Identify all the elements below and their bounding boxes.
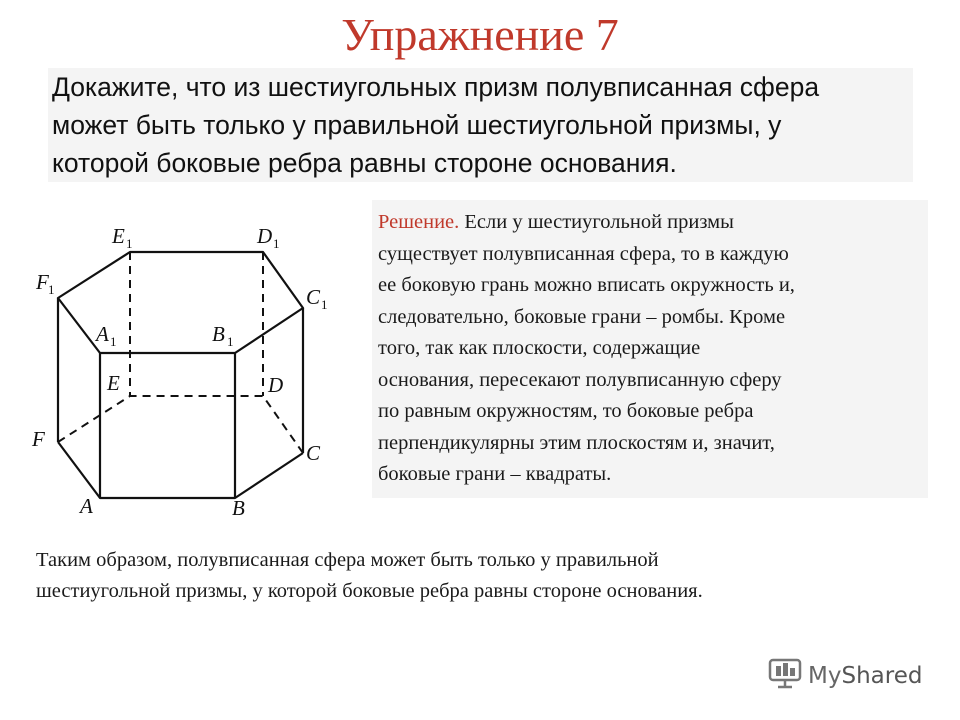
svg-text:1: 1 xyxy=(321,297,328,312)
bottom-visible-edges xyxy=(58,442,303,498)
solution-line-text: Если у шестиугольной призмы xyxy=(459,211,734,233)
solution-line: ее боковую грань можно вписать окружность и, xyxy=(378,274,795,296)
bottom-hidden-edges xyxy=(58,396,303,453)
conclusion-text xyxy=(36,545,936,607)
vertex-label-F: F xyxy=(32,427,45,451)
svg-text:A: A xyxy=(96,322,109,346)
vertex-label-A1 xyxy=(94,322,117,349)
solution-line xyxy=(378,207,928,239)
svg-text:1: 1 xyxy=(110,334,117,349)
problem-line: которой боковые ребра равны стороне основания. xyxy=(52,148,677,178)
solution-line: по равным окружностям, то боковые ребра xyxy=(378,400,754,422)
svg-text:1: 1 xyxy=(227,334,234,349)
vertex-label-D1 xyxy=(256,224,280,251)
vertex-label-E: E xyxy=(107,371,120,395)
solution-box xyxy=(372,200,928,498)
solution-line: следовательно, боковые грани – ромбы. Кроме xyxy=(378,305,786,328)
slide-title: Упражнение 7 xyxy=(341,9,619,60)
vertex-label-C: C xyxy=(306,441,321,465)
solution-label: Решение. xyxy=(378,211,460,233)
solution-line: существует полувписанная сфера, то в каждую xyxy=(378,242,789,265)
myshared-watermark[interactable] xyxy=(768,656,922,696)
svg-text:B: B xyxy=(212,322,225,346)
solution-line: перпендикулярны этим плоскостям и, значит, xyxy=(378,431,775,454)
vertex-label-E1 xyxy=(111,224,133,251)
presentation-screen-icon xyxy=(768,657,802,695)
solution-line: того, так как плоскости, содержащие xyxy=(378,337,701,359)
solution-line: боковые грани – квадраты. xyxy=(378,463,612,485)
vertex-label-D: D xyxy=(268,373,284,397)
top-base-edges xyxy=(58,252,303,353)
svg-text:1: 1 xyxy=(48,282,55,297)
problem-line: Докажите, что из шестиугольных призм полувписанная сфера xyxy=(52,72,820,102)
vertex-label-B: B xyxy=(232,496,245,520)
watermark-brand: MyShared xyxy=(808,663,923,689)
vertex-label-F1 xyxy=(35,270,55,297)
conclusion-line: Таким образом, полувписанная сфера может быть только у правильной xyxy=(36,549,659,571)
problem-line: может быть только у правильной шестиугольной призмы, у xyxy=(52,110,782,140)
vertex-label-B1 xyxy=(212,322,234,349)
svg-text:E: E xyxy=(112,224,125,248)
solution-line: основания, пересекают полувписанную сферу xyxy=(378,368,782,391)
svg-text:C: C xyxy=(306,285,321,309)
svg-text:1: 1 xyxy=(126,236,133,251)
svg-text:1: 1 xyxy=(273,236,280,251)
vertex-label-A: A xyxy=(80,494,93,518)
svg-text:F: F xyxy=(36,270,49,294)
hexagonal-prism-figure xyxy=(20,205,340,525)
conclusion-line: шестиугольной призмы, у которой боковые ребра равны стороне основания. xyxy=(36,580,703,602)
vertex-label-C1 xyxy=(306,285,328,312)
svg-text:D: D xyxy=(257,224,273,248)
problem-statement-box xyxy=(48,68,913,182)
